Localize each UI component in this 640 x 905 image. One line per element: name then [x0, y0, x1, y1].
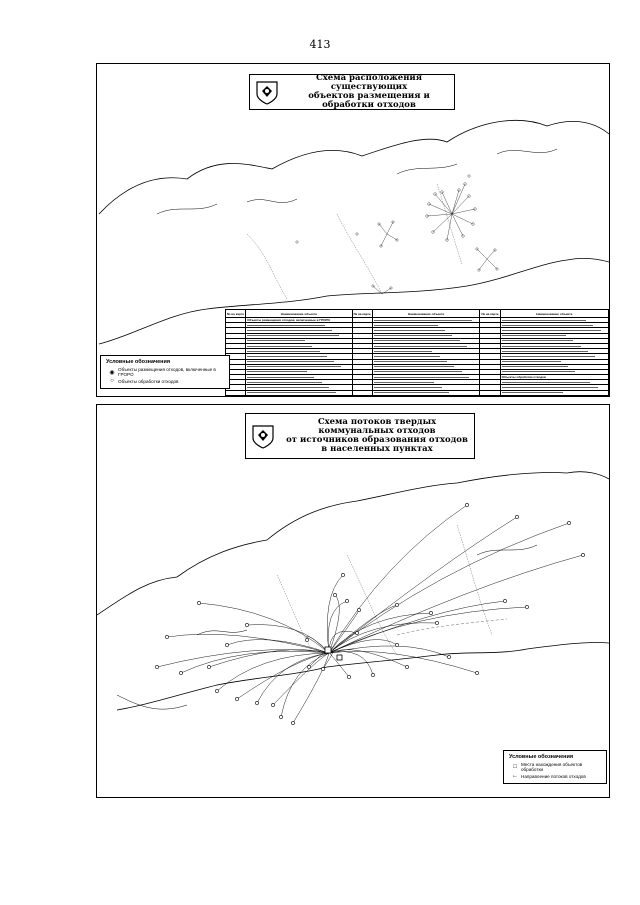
waste-flow-line	[293, 653, 329, 723]
settlement-marker	[405, 665, 408, 668]
settlement-marker	[515, 515, 518, 518]
facility-cluster-secondary	[296, 175, 498, 294]
settlement-marker	[165, 635, 168, 638]
settlement-marker	[357, 608, 360, 611]
table-cell: Объекты обработки отходов	[500, 375, 608, 380]
legend-title: Условные обозначения	[106, 359, 171, 365]
coastline	[157, 149, 557, 214]
map-legend-waste-flows	[503, 750, 607, 784]
river	[247, 184, 462, 299]
settlement-marker	[347, 675, 350, 678]
table-header-cell: Наименование объекта	[246, 310, 352, 318]
settlement-marker	[255, 701, 258, 704]
settlement-marker	[321, 667, 324, 670]
legend-item	[106, 378, 224, 384]
table-row	[226, 395, 609, 397]
settlement-marker	[197, 601, 200, 604]
emblem-icon	[254, 79, 280, 105]
table-header-cell: № на карте	[353, 311, 371, 316]
map-title-line: Схема расположения существующих	[315, 73, 423, 93]
emblem-icon	[250, 423, 276, 449]
settlement-marker	[341, 573, 344, 576]
waste-flow-line	[157, 650, 329, 667]
settlement-marker	[371, 673, 374, 676]
settlement-marker	[307, 665, 310, 668]
legend-item	[106, 367, 224, 377]
settlement-marker	[567, 521, 570, 524]
settlement-marker	[235, 697, 238, 700]
map-waste-flows	[97, 405, 609, 797]
waste-flow-line	[329, 652, 373, 675]
table-cell	[226, 395, 246, 397]
waste-flow-line	[329, 613, 431, 653]
map-title-box	[245, 413, 475, 459]
legend-label: Объекты размещения отходов, включенные в ГРОРО	[118, 367, 216, 377]
table-header-row	[226, 310, 609, 318]
settlement-marker	[345, 599, 348, 602]
waste-flow-line	[281, 653, 329, 717]
square-icon: □	[513, 764, 517, 770]
settlement-marker	[207, 665, 210, 668]
circle-dot-icon: ◉	[109, 369, 115, 376]
page-number: 413	[309, 38, 331, 51]
map-title-line: в населенных пунктах	[321, 443, 433, 454]
waste-flow-line	[329, 651, 477, 673]
settlement-marker	[525, 605, 528, 608]
settlement-marker	[225, 643, 228, 646]
legend-title: Условные обозначения	[509, 754, 574, 760]
settlement-marker	[465, 503, 468, 506]
map-title-line: Схема потоков твердых коммунальных отходов	[317, 417, 437, 437]
table-cell	[480, 395, 500, 397]
settlement-marker	[215, 689, 218, 692]
settlement-marker	[395, 643, 398, 646]
table-header-cell: № на карте	[481, 311, 499, 316]
settlement-marker	[245, 623, 248, 626]
waste-flow-line	[329, 607, 527, 653]
settlement-marker	[305, 638, 308, 641]
settlement-marker	[179, 671, 182, 674]
waste-flow-line	[327, 575, 343, 653]
settlement-marker	[291, 721, 294, 724]
settlement-marker	[333, 593, 336, 596]
table-header-cell: № на карте	[227, 311, 245, 316]
table-cell	[246, 395, 352, 397]
waste-flow-line	[217, 653, 329, 691]
map-legend-existing	[100, 355, 230, 389]
settlement-marker	[155, 665, 158, 668]
waste-flow-line	[209, 650, 329, 667]
region-outline	[117, 642, 609, 710]
map-title-line: от источников образования отходов	[286, 435, 468, 445]
settlement-marker	[475, 671, 478, 674]
map-panel-waste-flows	[96, 404, 610, 798]
map-title-box	[249, 74, 455, 110]
river	[277, 525, 492, 655]
table-header-cell: Наименование объекта	[500, 310, 608, 318]
waste-flow-line	[329, 601, 505, 653]
waste-flow-line	[257, 653, 329, 703]
settlement-marker	[271, 703, 274, 706]
legend-item	[509, 762, 601, 772]
arrow-icon: ←	[512, 773, 518, 779]
legend-label: Направление потоков отходов	[521, 773, 586, 779]
settlement-marker	[503, 599, 506, 602]
legend-label: Объекты обработки отходов	[118, 378, 179, 384]
table-cell	[352, 395, 372, 397]
legend-label: Места нахождения объектов обработки	[521, 762, 583, 772]
map-title-line: объектов размещения и обработки отходов	[308, 91, 430, 110]
legend-item	[509, 773, 601, 779]
coastline	[117, 545, 537, 709]
facility-cluster-main	[426, 183, 477, 242]
settlement-marker	[355, 631, 358, 634]
table-cell	[500, 395, 608, 397]
region-outline	[99, 120, 609, 214]
processing-hub-square	[337, 655, 342, 660]
region-outline	[97, 472, 609, 615]
table-cell: Объекты размещения отходов, включенные в ГРОРО	[246, 318, 352, 323]
processing-hub-square	[325, 647, 331, 653]
map-panel-existing-facilities	[96, 63, 610, 397]
settlement-marker	[395, 603, 398, 606]
waste-flow-line	[329, 523, 569, 653]
waste-flow-line	[329, 505, 467, 653]
table-cell	[372, 395, 480, 397]
table-header-cell: Наименование объекта	[372, 310, 480, 318]
waste-flow-line	[329, 555, 583, 653]
settlement-marker	[279, 715, 282, 718]
settlement-marker	[447, 655, 450, 658]
circle-icon: ○	[110, 378, 114, 384]
facility-register-table	[225, 309, 609, 397]
settlement-marker	[429, 611, 432, 614]
settlement-marker	[581, 553, 584, 556]
waste-flow-line	[247, 625, 329, 653]
settlement-marker	[435, 621, 438, 624]
